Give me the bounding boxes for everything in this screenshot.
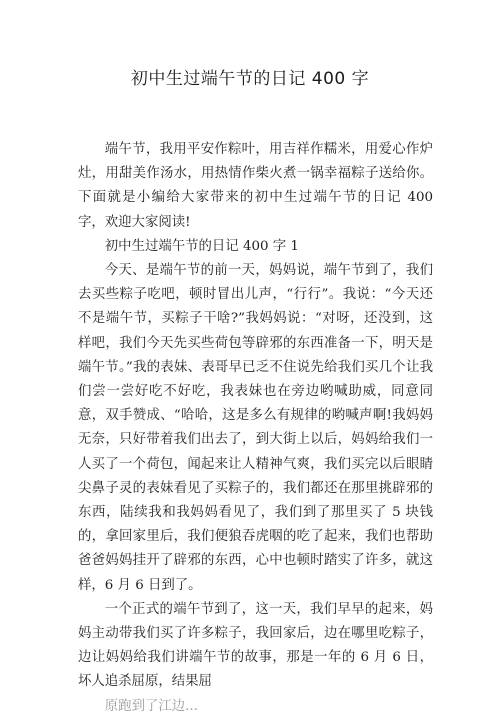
diary-paragraph-1: 今天、是端午节的前一天，妈妈说，端午节到了，我们去买些粽子吃吧，顿时冒出儿声，“行行”。我说：“今天还不是端午节，买粽子干啥?”我妈妈说：“对呀，还没到，这样吧，我们今天先买些荷包等辟邪的东西准备一下，明天是端午节。”我的表妹、表哥早已乏不住说先给我们买几个让我们尝一尝好吃不好吃，我表妹也在旁边哟喊助威，同意同意，双手赞成、“哈哈，这是多么有规律的哟喊声啊!我妈妈无奈，只好带着我们出去了，到大街上以后，妈妈给我们一人买了一个荷包，闻起来让人精神气爽，我们买完以后眼睛尖鼻子灵的表妹看见了买粽子的，我们都还在那里挑辟邪的东西，陆续我和我妈妈看见了，我们到了那里买了 5 块钱的，拿回家里后，我们便狼吞虎咽的吃了起来，我们也帮助爸爸妈妈挂开了辟邪的东西，心中也顿时踏实了许多，就这样，6 月 6 日到了。: [78, 263, 433, 593]
document-body: [78, 138, 433, 719]
diary-paragraph-2: 一个正式的端午节到了，这一天，我们早早的起来，妈妈主动带我们买了许多粽子，我回家后，边在哪里吃粽子，边让妈妈给我们讲端午节的故事，那是一年的 6 月 6 日，坏人追杀屈原，结果屈: [78, 601, 433, 690]
intro-paragraph: 端午节，我用平安作粽叶，用吉祥作糯米，用爱心作炉灶，用甜美作汤水，用热情作柴火煮一锅幸福粽子送给你。下面就是小编给大家带来的初中生过端午节的日记 400 字，欢迎大家阅读!: [78, 142, 433, 230]
section-heading: 初中生过端午节的日记 400 字 1: [104, 238, 299, 254]
diary-paragraph-3: 原跑到了江边...: [104, 698, 198, 714]
document-title: 初中生过端午节的日记 400 字: [130, 69, 370, 89]
